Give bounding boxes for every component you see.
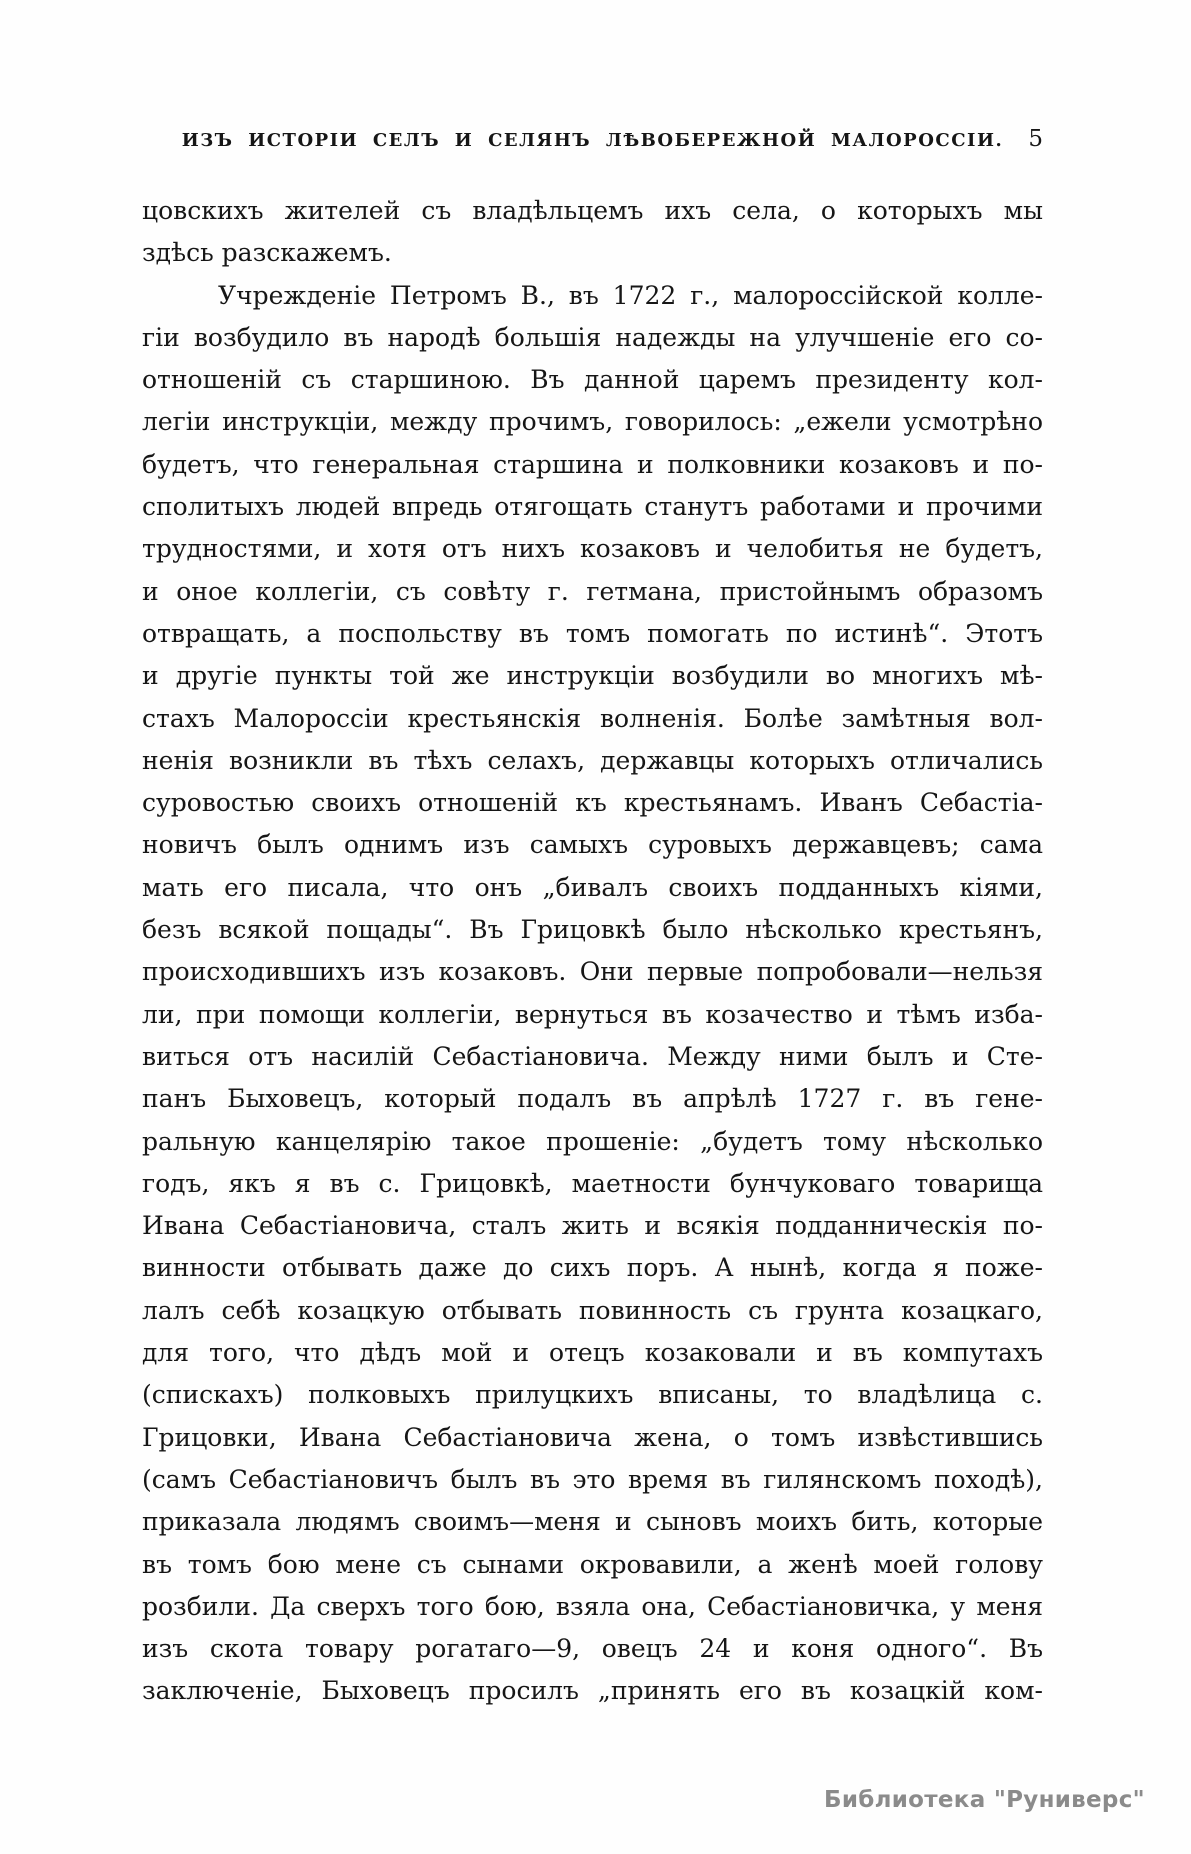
text-line: изъ скота товару рогатаго—9, овецъ 24 и коня одного“. Въ bbox=[142, 1634, 1043, 1664]
text-line: и оное коллегіи, съ совѣту г. гетмана, пристойнымъ образомъ bbox=[142, 576, 1043, 606]
text-line: стахъ Малороссіи крестьянскія волненія. Болѣе замѣтныя вол- bbox=[142, 703, 1043, 733]
text-line: лалъ себѣ козацкую отбывать повинность съ грунта козацкаго, bbox=[142, 1295, 1043, 1325]
text-line: цовскихъ жителей съ владѣльцемъ ихъ села, о которыхъ мы bbox=[142, 196, 1043, 225]
page-text-block bbox=[142, 190, 1043, 1713]
text-line: гіи возбудило въ народѣ большія надежды на улучшеніе его со- bbox=[142, 322, 1043, 352]
library-watermark: Библиотека "Руниверс" bbox=[824, 1787, 1145, 1813]
text-line: суровостью своихъ отношеній къ крестьянамъ. Иванъ Себастіа- bbox=[142, 788, 1043, 818]
text-line: здѣсь разскажемъ. bbox=[142, 238, 392, 268]
text-line: отношеній съ старшиною. Въ данной царемъ президенту кол- bbox=[142, 365, 1043, 395]
text-line: легіи инструкціи, между прочимъ, говорилось: „ежели усмотрѣно bbox=[142, 407, 1043, 437]
text-line: годъ, якъ я въ с. Грицовкѣ, маетности бунчуковаго товарища bbox=[142, 1168, 1043, 1198]
running-title: ИЗЪ ИСТОРІИ СЕЛЪ И СЕЛЯНЪ ЛѢВОБЕРЕЖНОЙ МАЛОРОССІИ. bbox=[181, 130, 1004, 151]
text-line: отвращать, а поспольству въ томъ помогать по истинѣ“. Этотъ bbox=[142, 618, 1043, 648]
page-header bbox=[142, 126, 1043, 160]
text-line: Учрежденіе Петромъ В., въ 1722 г., малороссійской колле- bbox=[218, 280, 1043, 310]
text-line: винности отбывать даже до сихъ поръ. А нынѣ, когда я поже- bbox=[142, 1253, 1043, 1283]
text-line: приказала людямъ своимъ—меня и сыновъ моихъ бить, которые bbox=[142, 1507, 1043, 1537]
text-line: (самъ Себастіановичъ былъ въ это время въ гилянскомъ походѣ), bbox=[142, 1464, 1043, 1494]
text-line: розбили. Да сверхъ того бою, взяла она, Себастіановичка, у меня bbox=[142, 1591, 1043, 1621]
text-line: мать его писала, что онъ „бивалъ своихъ подданныхъ кіями, bbox=[142, 872, 1043, 902]
text-line: сполитыхъ людей впредь отягощать станутъ работами и прочими bbox=[142, 492, 1043, 522]
text-line: трудностями, и хотя отъ нихъ козаковъ и челобитья не будетъ, bbox=[142, 534, 1043, 564]
text-line: ненія возникли въ тѣхъ селахъ, державцы которыхъ отличались bbox=[142, 745, 1043, 775]
text-line: новичъ былъ однимъ изъ самыхъ суровыхъ державцевъ; сама bbox=[142, 830, 1043, 860]
text-line: ральную канцелярію такое прошеніе: „будетъ тому нѣсколько bbox=[142, 1126, 1043, 1156]
text-line: заключеніе, Быховецъ просилъ „принять его въ козацкій ком- bbox=[142, 1676, 1043, 1706]
text-line: и другіе пункты той же инструкціи возбудили во многихъ мѣ- bbox=[142, 661, 1043, 691]
page-number: 5 bbox=[1028, 126, 1043, 152]
text-line: происходившихъ изъ козаковъ. Они первые попробовали—нельзя bbox=[142, 957, 1043, 987]
text-line: для того, что дѣдъ мой и отецъ козаковали и въ компутахъ bbox=[142, 1338, 1043, 1368]
text-line: Ивана Себастіановича, сталъ жить и всякія подданническія по- bbox=[142, 1211, 1043, 1241]
text-line: будетъ, что генеральная старшина и полковники козаковъ и по- bbox=[142, 449, 1043, 479]
text-line: виться отъ насилій Себастіановича. Между ними былъ и Сте- bbox=[142, 1041, 1043, 1071]
text-line: въ томъ бою мене съ сынами окровавили, а женѣ моей голову bbox=[142, 1549, 1043, 1579]
text-line: (спискахъ) полковыхъ прилуцкихъ вписаны, то владѣлица с. bbox=[142, 1380, 1043, 1410]
text-line: Грицовки, Ивана Себастіановича жена, о томъ извѣстившись bbox=[142, 1422, 1043, 1452]
text-line: безъ всякой пощады“. Въ Грицовкѣ было нѣсколько крестьянъ, bbox=[142, 915, 1043, 945]
text-line: ли, при помощи коллегіи, вернуться въ козачество и тѣмъ изба- bbox=[142, 999, 1043, 1029]
text-line: панъ Быховецъ, который подалъ въ апрѣлѣ 1727 г. въ гене- bbox=[142, 1084, 1043, 1114]
